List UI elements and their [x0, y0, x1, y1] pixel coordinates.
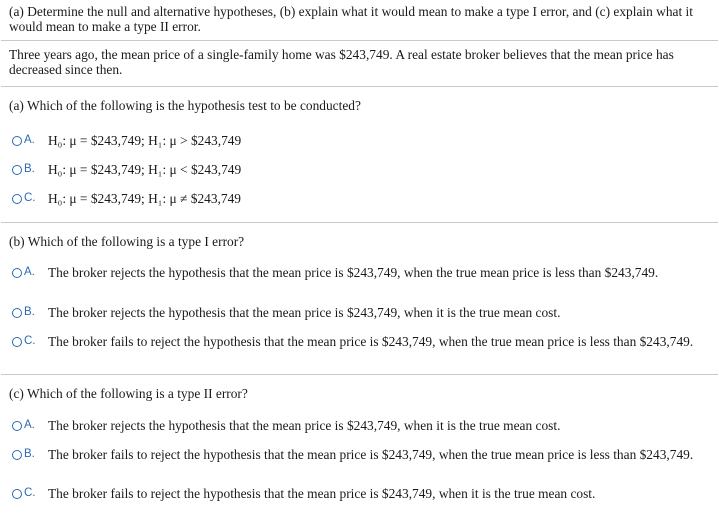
- radio-button[interactable]: [12, 489, 22, 499]
- part-c-option-b[interactable]: [12, 447, 709, 462]
- option-letter: B.: [24, 448, 35, 460]
- option-letter: A.: [24, 134, 35, 146]
- divider: [1, 86, 718, 87]
- part-b-option-b[interactable]: [12, 305, 709, 320]
- part-a-option-a[interactable]: [12, 133, 709, 148]
- divider: [1, 222, 718, 223]
- question-scenario: Three years ago, the mean price of a single-family home was $243,749. A real estate broker believes that the mean price has decreased since then.: [9, 47, 674, 77]
- part-c-option-c[interactable]: [12, 486, 709, 501]
- radio-button[interactable]: [12, 421, 22, 431]
- part-b-option-a[interactable]: [12, 265, 709, 280]
- part-b-option-c[interactable]: [12, 334, 709, 349]
- part-b-prompt: (b) Which of the following is a type I error?: [9, 234, 245, 249]
- option-letter: C.: [24, 335, 36, 347]
- radio-button[interactable]: [12, 165, 22, 175]
- option-text: The broker rejects the hypothesis that the mean price is $243,749, when it is the true mean cost.: [48, 418, 561, 433]
- part-c-prompt: (c) Which of the following is a type II error?: [9, 386, 248, 401]
- part-a-option-b[interactable]: [12, 162, 709, 177]
- radio-button[interactable]: [12, 308, 22, 318]
- option-text: H₀: μ = $243,749; H₁: μ > $243,749: [48, 133, 242, 148]
- part-c-option-a[interactable]: [12, 418, 709, 433]
- radio-button[interactable]: [12, 268, 22, 278]
- option-text: The broker fails to reject the hypothesis that the mean price is $243,749, when it is the true mean cost.: [48, 486, 596, 501]
- option-text: The broker rejects the hypothesis that the mean price is $243,749, when the true mean price is less than $243,749.: [48, 265, 659, 280]
- option-text: H₀: μ = $243,749; H₁: μ < $243,749: [48, 162, 242, 177]
- radio-button[interactable]: [12, 450, 22, 460]
- radio-button[interactable]: [12, 136, 22, 146]
- divider: [1, 374, 718, 375]
- divider: [1, 40, 718, 41]
- question-intro: (a) Determine the null and alternative hypotheses, (b) explain what it would mean to make a type I error, and (c) explain what it would mean to make a type II error.: [9, 4, 694, 34]
- part-a-prompt: (a) Which of the following is the hypothesis test to be conducted?: [9, 98, 361, 113]
- option-letter: B.: [24, 163, 35, 175]
- part-a-option-c[interactable]: [12, 191, 709, 206]
- option-letter: B.: [24, 306, 35, 318]
- radio-button[interactable]: [12, 337, 22, 347]
- option-letter: C.: [24, 487, 36, 499]
- radio-button[interactable]: [12, 194, 22, 204]
- option-letter: A.: [24, 266, 35, 278]
- option-letter: A.: [24, 419, 35, 431]
- option-text: The broker fails to reject the hypothesis that the mean price is $243,749, when the true mean price is less than $243,749.: [48, 447, 694, 462]
- option-letter: C.: [24, 192, 36, 204]
- option-text: H₀: μ = $243,749; H₁: μ ≠ $243,749: [48, 191, 241, 206]
- option-text: The broker fails to reject the hypothesis that the mean price is $243,749, when the true mean price is less than $243,749.: [48, 334, 694, 349]
- option-text: The broker rejects the hypothesis that the mean price is $243,749, when it is the true mean cost.: [48, 305, 561, 320]
